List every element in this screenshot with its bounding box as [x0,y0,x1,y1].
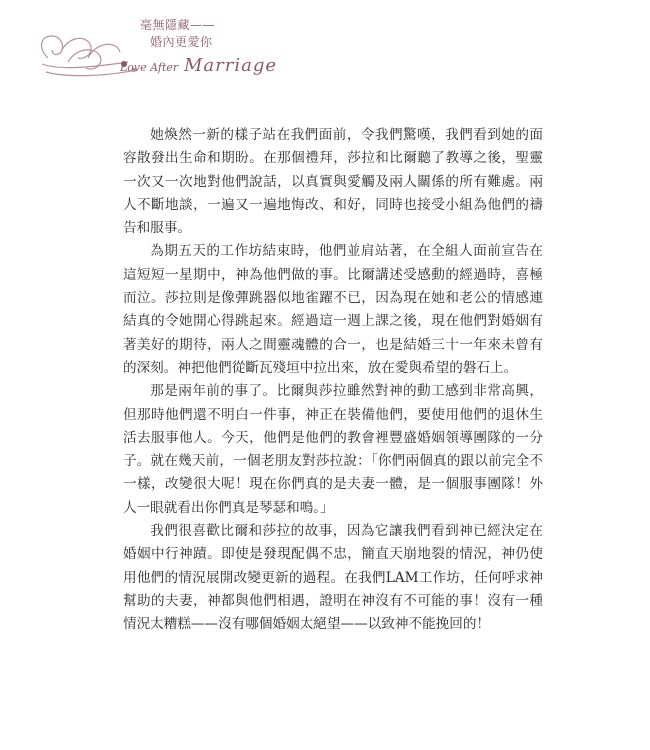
header-english-title: Marriage [184,55,278,76]
paragraph-3: 那是兩年前的事了。比爾與莎拉雖然對神的動工感到非常高興，但那時他們還不明白一件事，神正在裝備他們，要使用他們的退休生活去服事他人。今天，他們是他們的教會裡豐盛婚姻領導團隊的一分子。就在幾天前，一個老朋友對莎拉說：「你們兩個真的跟以前完全不一樣，改變很大呢！現在你們真的是夫妻一體，是一個服事團隊！外人一眼就看出你們真是琴瑟和鳴。」 [123,383,543,516]
paragraph-1: 她煥然一新的樣子站在我們面前，令我們驚嘆，我們看到她的面容散發出生命和期盼。在那個禮拜，莎拉和比爾聽了教導之後，聖靈一次又一次地對他們說話，以真實與愛觸及兩人關係的所有難處。兩人不斷地談，一遍又一遍地悔改、和好，同時也接受小組為他們的禱告和服事。 [123,127,543,237]
paragraph-4: 我們很喜歡比爾和莎拉的故事，因為它讓我們看到神已經決定在婚姻中行神蹟。即使是發現配偶不忠，簡直天崩地裂的情況，神仍使用他們的情況展開改變更新的過程。在我們LAM工作坊，任何呼求神幫助的夫妻，神都與他們相遇，證明在神沒有不可能的事！沒有一種情況太糟糕——沒有哪個婚姻太絕望——以致神不能挽回的！ [123,523,543,633]
header-subtitle-line1: 毫無隱藏—— [140,18,216,32]
paragraph-2: 為期五天的工作坊結束時，他們並肩站著，在全組人面前宣告在這短短一星期中，神為他們做的事。比爾講述受感動的經過時，喜極而泣。莎拉則是像彈跳器似地雀躍不已，因為現在她和老公的情感連結真的令她開心得跳起來。經過這一週上課之後，現在他們對婚姻有著美好的期待，兩人之間靈魂體的合一，也是結婚三十一年來未曾有的深刻。神把他們從斷瓦殘垣中拉出來，放在愛與希望的磐石上。 [123,243,543,376]
heart-swirl-ornament-icon [28,18,148,88]
header-english-prefix: Love After [120,61,179,74]
header-subtitle-line2: 婚內更愛你 [150,35,213,49]
running-header [0,0,650,110]
body-text [123,124,543,637]
